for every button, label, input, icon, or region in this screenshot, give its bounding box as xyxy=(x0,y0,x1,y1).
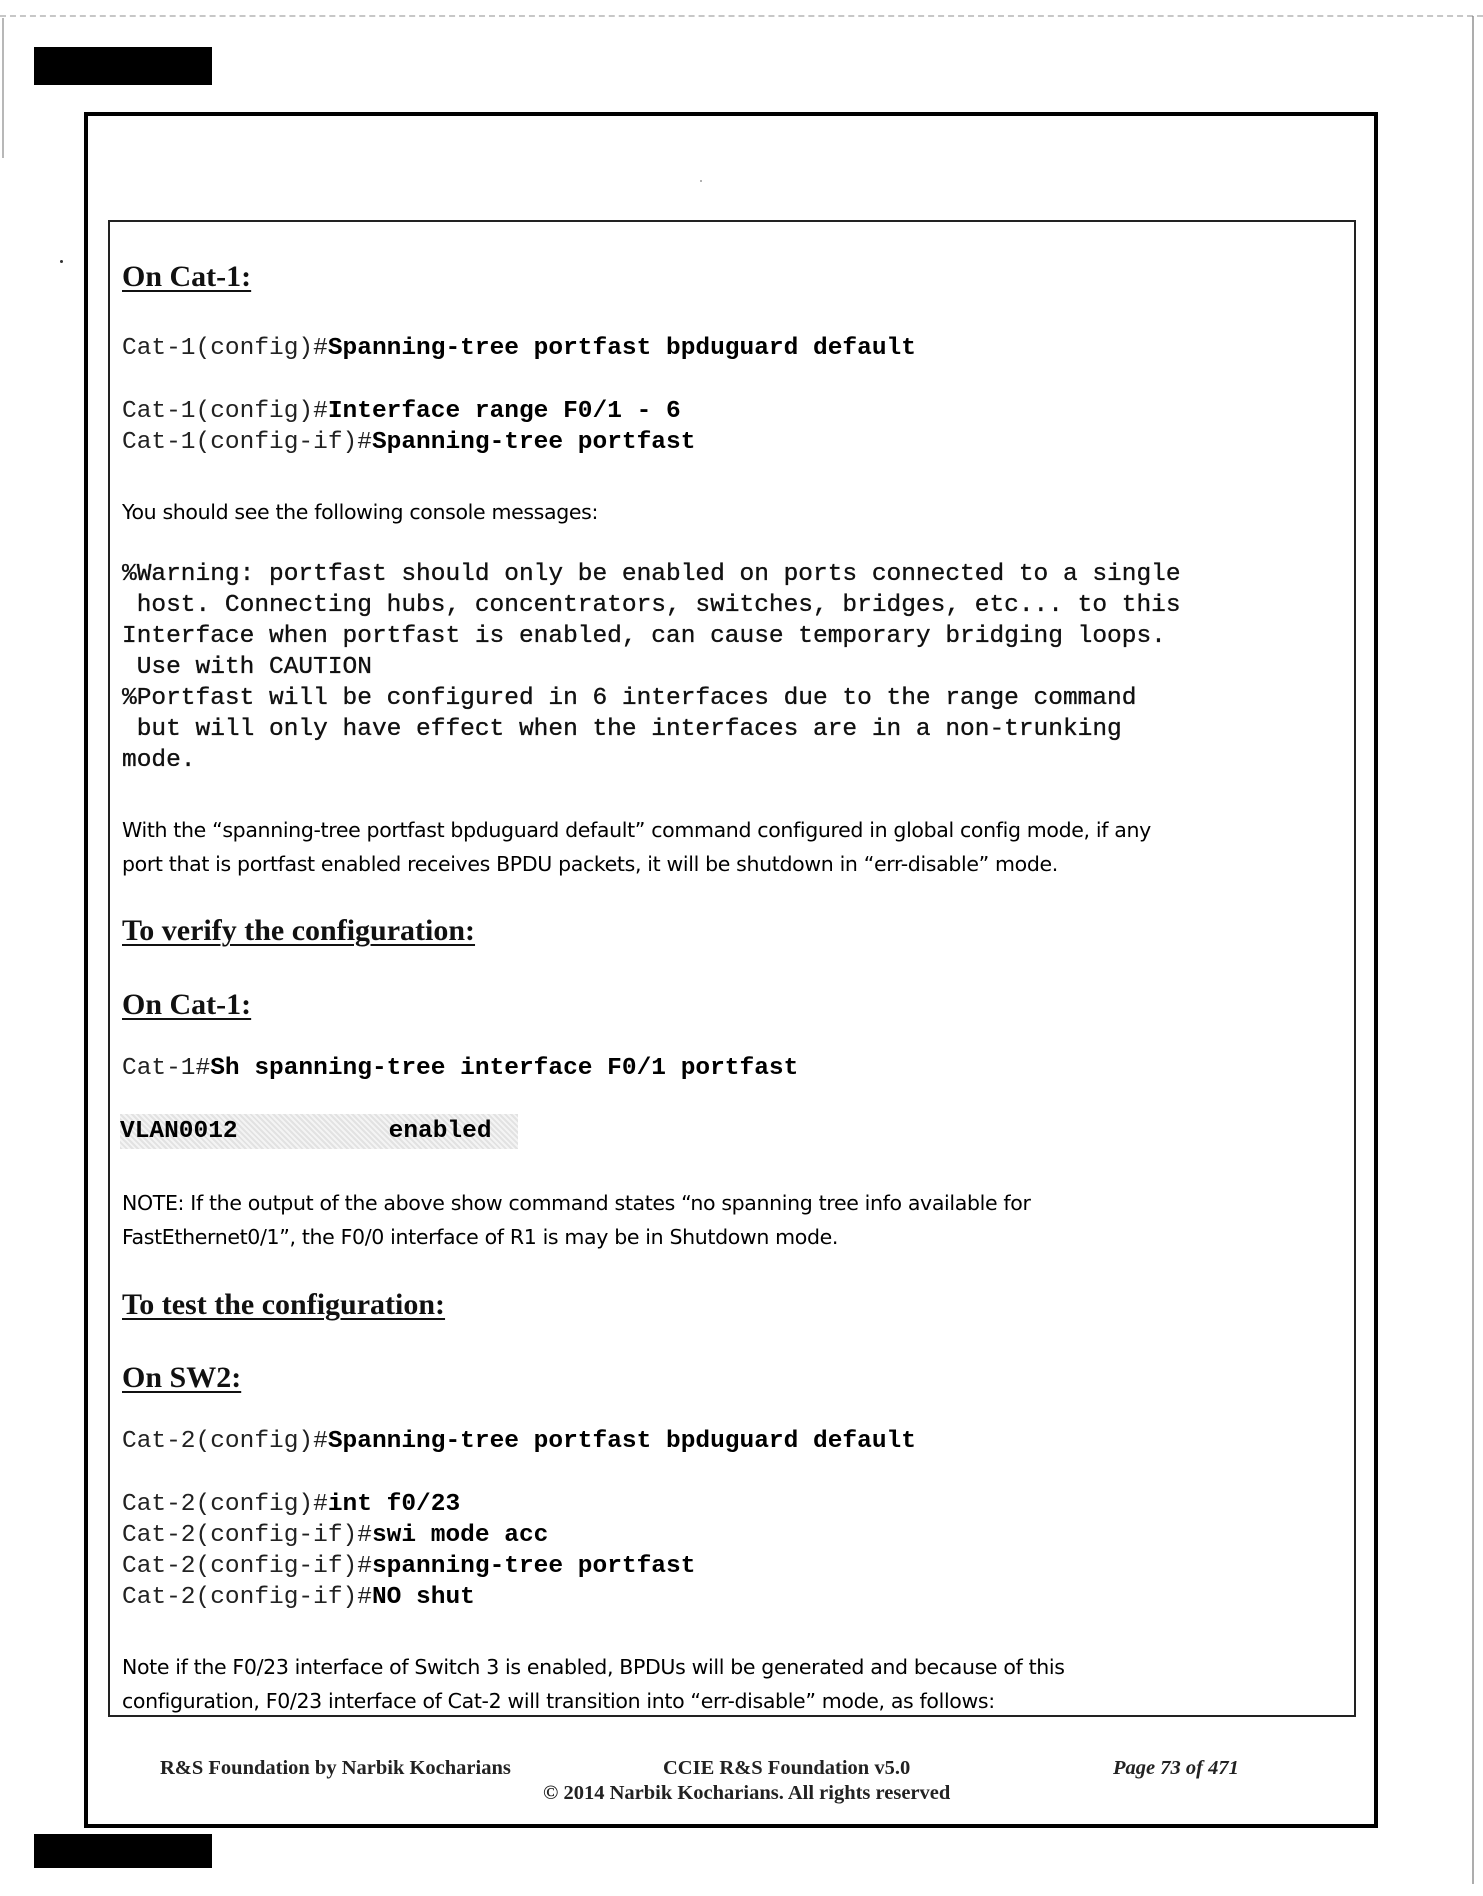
test-note-line: Note if the F0/23 interface of Switch 3 is enabled, BPDUs will be generated and because of this xyxy=(122,1655,1065,1679)
console-message-line: Use with CAUTION xyxy=(122,654,372,681)
cli-prompt: Cat-1# xyxy=(122,1055,211,1082)
console-message-line: %Portfast will be configured in 6 interfaces due to the range command xyxy=(122,685,1137,712)
redaction-bar-top xyxy=(34,47,212,85)
code-line xyxy=(122,427,695,458)
cli-command: Interface range F0/1 - 6 xyxy=(327,398,681,425)
cli-command: spanning-tree portfast xyxy=(371,1553,696,1580)
cli-prompt: Cat-1(config-if)# xyxy=(122,429,372,456)
cli-prompt: Cat-2(config-if)# xyxy=(122,1584,372,1611)
output-status: enabled xyxy=(388,1118,492,1145)
code-line xyxy=(122,396,681,427)
section-heading-cat1-verify: On Cat-1: xyxy=(122,988,252,1021)
scan-edge-left xyxy=(2,18,4,158)
section-heading-cat1: On Cat-1: xyxy=(122,260,252,293)
footer-author: R&S Foundation by Narbik Kocharians xyxy=(160,1757,511,1779)
explanation-line: With the “spanning-tree portfast bpduguard default” command configured in global config mode, if any xyxy=(122,818,1151,842)
scan-speck xyxy=(60,260,63,263)
code-line xyxy=(122,1551,695,1582)
code-line xyxy=(122,1520,548,1551)
footer-title: CCIE R&S Foundation v5.0 xyxy=(663,1757,911,1779)
code-line xyxy=(122,1426,916,1457)
cli-prompt: Cat-2(config-if)# xyxy=(122,1553,372,1580)
cli-command: Sh spanning-tree interface F0/1 portfast xyxy=(210,1055,799,1082)
code-line xyxy=(122,1489,460,1520)
footer-page-number: Page 73 of 471 xyxy=(1113,1757,1239,1779)
console-message-line: mode. xyxy=(122,747,196,774)
console-message-line: but will only have effect when the interfaces are in a non-trunking xyxy=(122,716,1122,743)
test-note-line: configuration, F0/23 interface of Cat-2 will transition into “err-disable” mode, as follows: xyxy=(122,1689,995,1713)
scan-edge-right xyxy=(1472,16,1474,1884)
show-output-line xyxy=(120,1114,518,1149)
console-message-line: host. Connecting hubs, concentrators, switches, bridges, etc... to this xyxy=(122,592,1181,619)
output-vlan: VLAN0012 xyxy=(120,1118,238,1145)
console-message-line: Interface when portfast is enabled, can cause temporary bridging loops. xyxy=(122,623,1166,650)
verify-note-line: FastEthernet0/1”, the F0/0 interface of R1 is may be in Shutdown mode. xyxy=(122,1225,839,1249)
cli-prompt: Cat-1(config)# xyxy=(122,398,328,425)
console-message-line: %Warning: portfast should only be enabled on ports connected to a single xyxy=(122,561,1181,588)
console-intro-text: You should see the following console messages: xyxy=(122,500,599,524)
explanation-line: port that is portfast enabled receives BPDU packets, it will be shutdown in “err-disable” mode. xyxy=(122,852,1058,876)
cli-prompt: Cat-2(config)# xyxy=(122,1491,328,1518)
code-line xyxy=(122,333,916,364)
code-line xyxy=(122,1053,798,1084)
footer-copyright: © 2014 Narbik Kocharians. All rights reserved xyxy=(543,1782,951,1804)
cli-command: Spanning-tree portfast bpduguard default xyxy=(327,1428,916,1455)
cli-prompt: Cat-2(config)# xyxy=(122,1428,328,1455)
cli-prompt: Cat-2(config-if)# xyxy=(122,1522,372,1549)
code-line xyxy=(122,1582,475,1613)
cli-command: NO shut xyxy=(371,1584,475,1611)
section-heading-verify: To verify the configuration: xyxy=(122,914,476,947)
cli-prompt: Cat-1(config)# xyxy=(122,335,328,362)
cli-command: Spanning-tree portfast bpduguard default xyxy=(327,335,916,362)
section-heading-sw2: On SW2: xyxy=(122,1361,242,1394)
section-heading-test: To test the configuration: xyxy=(122,1288,446,1321)
scan-edge-top xyxy=(0,15,1483,17)
cli-command: swi mode acc xyxy=(371,1522,549,1549)
redaction-bar-bottom xyxy=(34,1834,212,1868)
cli-command: int f0/23 xyxy=(327,1491,461,1518)
verify-note-line: NOTE: If the output of the above show command states “no spanning tree info available for xyxy=(122,1191,1031,1215)
cli-command: Spanning-tree portfast xyxy=(371,429,696,456)
